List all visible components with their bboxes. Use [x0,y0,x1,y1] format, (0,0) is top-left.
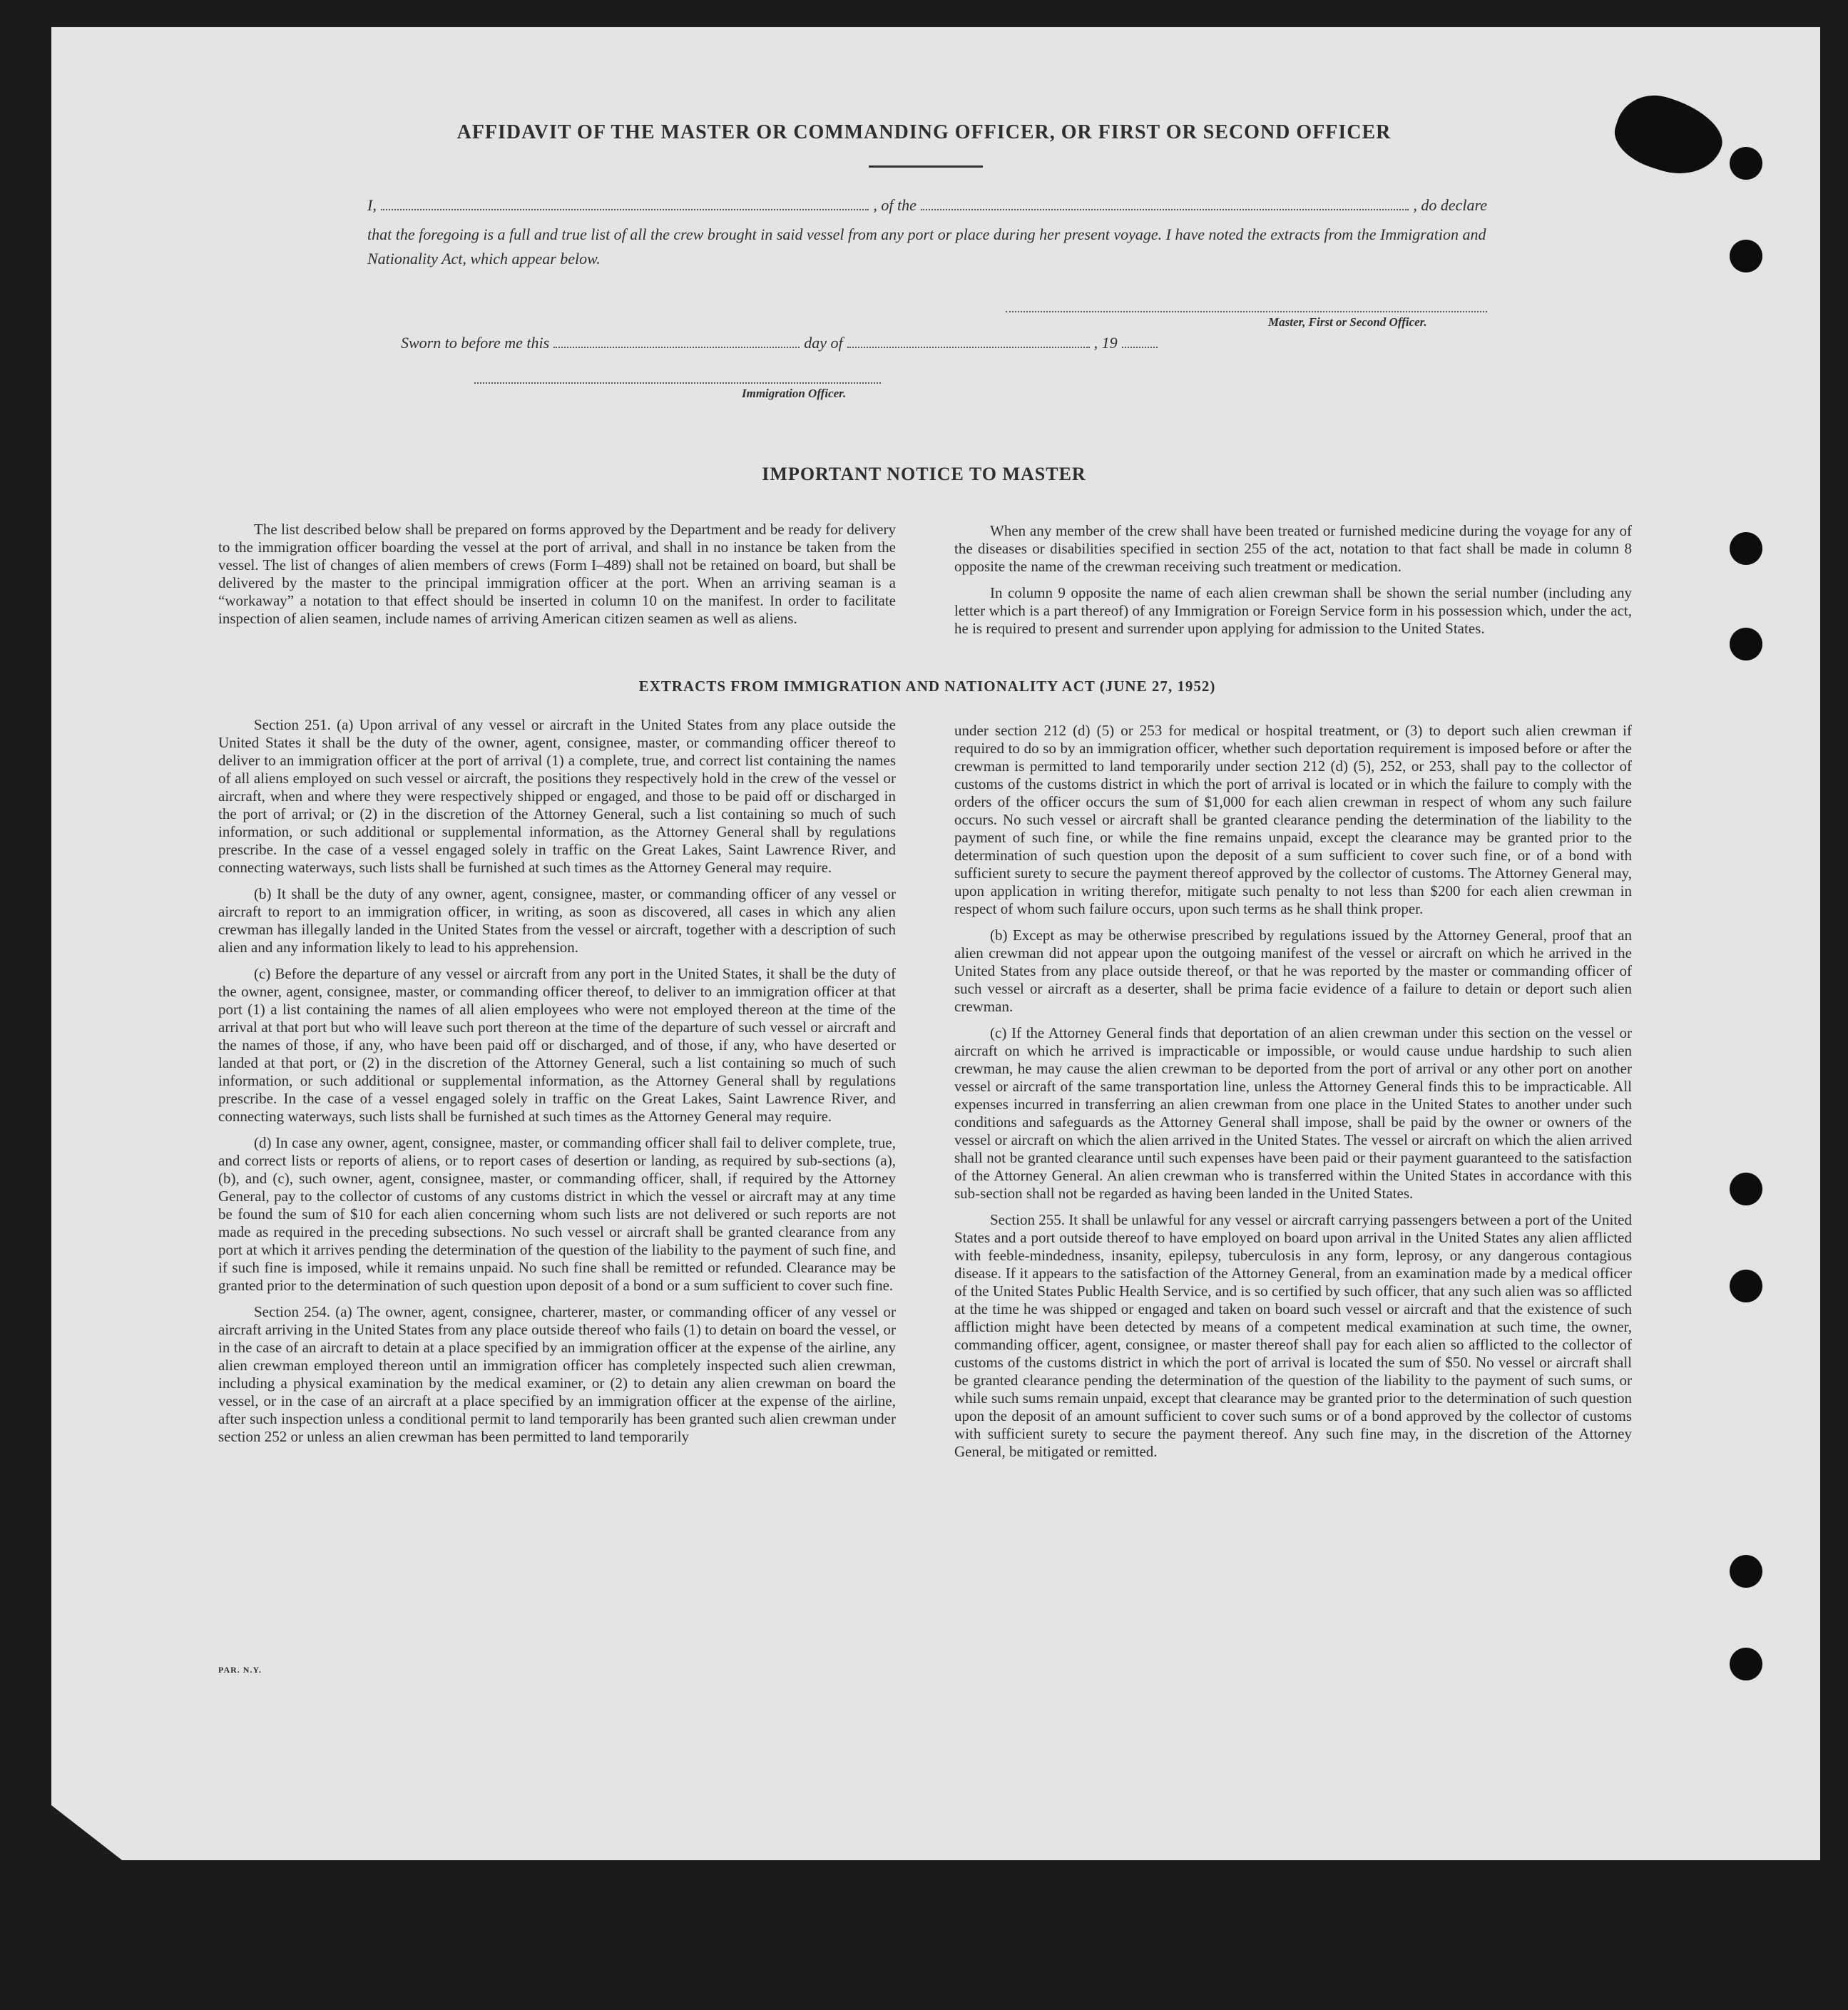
notice-paragraph: The list described below shall be prepared on forms approved by the Department and be ready for delivery to the immigration officer boarding the vessel at the port of arrival, and shall in no instance be taken from the vessel. The list of changes of alien members of crews (Form I–489) shall not be retained on board, but shall be delivered by the master to the principal immigration officer at the port. When an arriving seaman is a “workaway” a notation to that effect should be inserted in column 10 on the manifest. In order to facilitate inspection of alien seamen, include names of arriving American citizen seamen as well as aliens. [218,521,896,627]
officer-signature-field[interactable] [474,381,881,384]
name-field[interactable] [381,199,869,210]
section-paragraph: (b) Except as may be otherwise prescribed by regulations issued by the Attorney General, proof that an alien crewman did not appear upon the outgoing manifest of the vessel or aircraft on which he arrived in the United States from any place outside thereof, or that he was reported by the master or commanding officer of such vessel or aircraft as a deserter, shall be prima facie evidence of a failure to detain or deport such alien crewman. [954,927,1632,1015]
notice-title: IMPORTANT NOTICE TO MASTER [762,464,1086,484]
do-declare-label: , do declare [1413,196,1488,214]
binder-hole [1730,628,1762,660]
binder-hole [1730,240,1762,272]
binder-hole [1730,1270,1762,1302]
affidavit-title: AFFIDAVIT OF THE MASTER OR COMMANDING OFFICER, OR FIRST OR SECOND OFFICER [456,121,1392,143]
binder-hole [1730,532,1762,565]
section-paragraph: Section 255. It shall be unlawful for any vessel or aircraft carrying passengers between a port of the United States and a port outside thereof to have employed on board upon arrival in the United States any alien afflicted with feeble-mindedness, insanity, epilepsy, tuberculosis in any form, leprosy, or any dangerous contagious disease. If it appears to the satisfaction of the Attorney General, from an examination made by a medical officer of the United States Public Health Service, and is so certified by such officer, that any such alien was so afflicted at the time he was shipped or engaged and taken on board such vessel or aircraft and that the existence of such affliction might have been detected by means of a competent medical examination at such time, the owner, commanding officer, agent, consignee, or master thereof shall pay for each alien so afflicted to the collector of customs of the customs district in which the port of arrival is located the sum of $50. No vessel or aircraft shall be granted clearance pending the determination of the question of the liability to the payment of such sums, or while such sums remain unpaid, except that clearance may be granted prior to the determination of such question upon the deposit of an amount sufficient to cover such sums or of a bond approved by the collector of customs with sufficient surety to secure the payment thereof. Any such fine may, in the discretion of the Attorney General, be mitigated or remitted. [954,1211,1632,1460]
extracts-right-column [954,722,1632,1469]
extracts-title: EXTRACTS FROM IMMIGRATION AND NATIONALITY ACT (JUNE 27, 1952) [638,678,1216,695]
sworn-year-field[interactable] [1122,337,1158,348]
section-paragraph: Section 251. (a) Upon arrival of any vessel or aircraft in the United States from any place outside the United States it shall be the duty of the owner, agent, consignee, master, or commanding officer thereof to deliver to an immigration officer at the port of arrival (1) a complete, true, and correct list containing the names of all aliens employed on such vessel or aircraft, the positions they respectively hold in the crew of the vessel or aircraft, when and where they were respectively shipped or engaged, and those to be paid off or discharged in the port of arrival; or (2) in the discretion of the Attorney General, such a list containing so much of such information, or such additional or supplemental information, as the Attorney General shall by regulations prescribe. In the case of a vessel engaged solely in traffic on the Great Lakes, Saint Lawrence River, and connecting waterways, such lists shall be furnished at such times as the Attorney General may require. [218,716,896,876]
binder-hole [1730,1648,1762,1680]
section-paragraph: (d) In case any owner, agent, consignee, master, or commanding officer shall fail to deliver complete, true, and correct lists or reports of aliens, or to report cases of desertion or landing, as required by sub-sections (a), (b), and (c), such owner, agent, consignee, master, or commanding officer, shall, if required by the Attorney General, pay to the collector of customs of any customs district in which the vessel or aircraft may at any time be found the sum of $10 for each alien concerning whom such lists are not delivered or such reports are not made as required in the preceding subsections. No such vessel or aircraft shall be granted clearance from any port at which it arrives pending the determination of the question of the liability to the payment of such fine, and if such fine is imposed, while it remains unpaid. No such fine shall be remitted or refunded. Clearance may be granted prior to the determination of such question upon deposit of a bond or a sum sufficient to cover such fine. [218,1134,896,1294]
notice-paragraph: In column 9 opposite the name of each alien crewman shall be shown the serial number (including any letter which is a part thereof) of any Immigration or Foreign Service form in his possession which, under the act, he is required to present and surrender upon applying for admission to the United States. [954,584,1632,637]
notice-right-column [954,522,1632,646]
binder-hole [1730,1173,1762,1205]
extracts-left-column [218,716,896,1454]
declaration-statement: that the foregoing is a full and true list of all the crew brought in said vessel from any port or place during her present voyage. I have noted the extracts from the Immigration and Nationality Act, which appear below. [367,225,1486,267]
title-rule [869,165,983,168]
section-paragraph: (c) Before the departure of any vessel or aircraft from any port in the United States, it shall be the duty of the owner, agent, consignee, master, or commanding officer thereof, to deliver to an immigration officer at that port (1) a list containing the names of all alien employees who were not employed thereon at the time of the arrival at that port but who will leave such port thereon at the time of the departure of such vessel or aircraft and the names of those, if any, who have been paid off or discharged, and of those, if any, who have deserted or landed at that port, or (2) in the discretion of the Attorney General, such a list containing so much of such information, or such additional or supplemental information, as the Attorney General shall by regulations prescribe. In the case of a vessel engaged solely in traffic on the Great Lakes, Saint Lawrence River, and connecting waterways, such lists shall be furnished at such times as the Attorney General may require. [218,965,896,1125]
printer-mark: PAR. N.Y. [218,1665,262,1675]
sworn-label: Sworn to before me this [401,334,550,352]
day-of-label: day of [804,334,843,352]
sworn-day-field[interactable] [553,337,800,348]
notice-paragraph: When any member of the crew shall have been treated or furnished medicine during the voyage for any of the diseases or disabilities specified in section 255 of the act, notation to that fact shall be made in column 8 opposite the name of the crewman receiving such treatment or medication. [954,522,1632,575]
i-label: I, [367,196,377,214]
master-signature-field[interactable] [1006,310,1487,312]
section-paragraph: under section 212 (d) (5) or 253 for medical or hospital treatment, or (3) to deport such alien crewman if required to do so by an immigration officer, whether such deportation requirement is imposed before or after the crewman is permitted to land temporarily under section 212 (d) (5), 252, or 253, shall pay to the collector of customs of the customs district in which the port of arrival is located or in which the failure to comply with the orders of the officer occurs the sum of $1,000 for each alien crewman in respect of whom any such failure occurs. No such vessel or aircraft shall be granted clearance pending the determination of the liability to the payment of such fine, or while the fine remains unpaid, except the clearance may be granted prior to the determination of such question upon the deposit of a sum sufficient to cover such fine, or of a bond with sufficient surety to secure the payment thereof approved by the collector of customs. The Attorney General may, upon application in writing therefor, mitigate such penalty to not less than $200 for each alien crewman in respect of whom such failure occurs, upon such terms as he shall think proper. [954,722,1632,917]
declaration-line [367,196,1487,215]
sworn-line [401,334,1221,352]
binder-hole [1730,147,1762,180]
section-paragraph: Section 254. (a) The owner, agent, consignee, charterer, master, or commanding officer of any vessel or aircraft arriving in the United States from any place outside thereof who fails (1) to detain on board the vessel, or in the case of an aircraft to detain at a place specified by an immigration officer at the expense of the airline, any alien crewman employed thereon until an immigration officer has completely inspected such alien crewman, including a physical examination by the medical examiner, or (2) to detain any alien crewman on board the vessel, or in the case of an aircraft at a place specified by an immigration officer at the expense of the airline, after such inspection unless a conditional permit to land temporarily has been granted such alien crewman under section 252 or unless an alien crewman has been permitted to land temporarily [218,1303,896,1445]
section-paragraph: (b) It shall be the duty of any owner, agent, consignee, master, or commanding officer of any vessel or aircraft to report to an immigration officer, in writing, as soon as discovered, all cases in which any alien crewman has illegally landed in the United States from the vessel or aircraft, together with a description of such alien and any information likely to lead to his apprehension. [218,885,896,956]
of-the-label: , of the [873,196,917,214]
year-label: , 19 [1093,334,1118,352]
immigration-officer-caption: Immigration Officer. [742,387,847,400]
vessel-field[interactable] [921,199,1409,210]
notice-left-column [218,521,896,636]
master-caption: Master, First or Second Officer. [1268,315,1427,329]
sworn-month-field[interactable] [847,337,1090,348]
section-paragraph: (c) If the Attorney General finds that deportation of an alien crewman under this section on the vessel or aircraft on which he arrived is impracticable or impossible, or would cause undue hardship to such alien crewman, he may cause the alien crewman to be deported from the port of arrival or any other port on another vessel or aircraft of the same transportation line, unless the Attorney General finds this to be impracticable. All expenses incurred in transferring an alien crewman from one place in the United States to another under such conditions and safeguards as the Attorney General shall impose, shall be paid by the owner or owners of the vessel or aircraft on which the alien arrived in the United States. The vessel or aircraft on which the alien arrived shall not be granted clearance until such expenses have been paid or their payment guaranteed to the satisfaction of the Attorney General. An alien crewman who is transferred within the United States in accordance with this sub-section shall not be regarded as having been landed in the United States. [954,1024,1632,1202]
binder-hole [1730,1555,1762,1588]
